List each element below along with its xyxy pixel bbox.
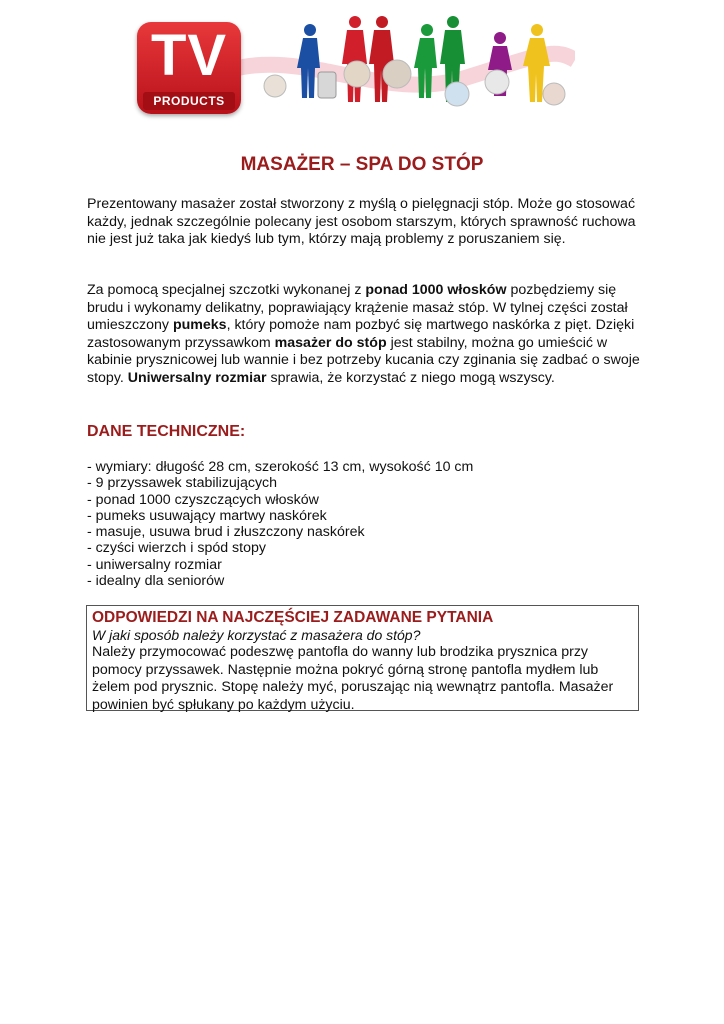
specs-heading: DANE TECHNICZNE:	[87, 423, 246, 440]
page-title: MASAŻER – SPA DO STÓP	[240, 154, 484, 175]
product-thumbnail-5	[445, 82, 469, 106]
desc-bold-3: masażer do stóp	[274, 334, 387, 351]
faq-question: W jaki sposób należy korzystać z masażera do stóp?	[92, 627, 421, 643]
people-silhouettes	[135, 8, 575, 118]
product-thumbnail-1	[264, 75, 286, 97]
intro-paragraph: Prezentowany masażer został stworzony z myślą o pielęgnacji stóp. Może go stosować każdy, jednak szczególnie polecany jest osobom starszym, których sprawność ruchowa nie jest już taka jak kiedyś lub tym, którzy mają problemy z poruszaniem się.	[87, 196, 636, 247]
person-red-silhouette	[342, 16, 367, 102]
desc-bold-4: Uniwersalny rozmiar	[127, 369, 267, 386]
logo-tv-text: TV	[150, 23, 228, 88]
desc-bold-2: pumeks	[172, 317, 227, 333]
person-red2-silhouette	[369, 16, 394, 102]
spec-item: - masuje, usuwa brud i złuszczony naskórek	[87, 524, 365, 541]
spec-item: - 9 przyssawek stabilizujących	[87, 475, 278, 492]
spec-item: - uniwersalny rozmiar	[87, 556, 222, 573]
spec-item: - ponad 1000 czyszczących włosków	[87, 491, 319, 508]
spec-item: - pumeks usuwający martwy naskórek	[87, 507, 327, 524]
product-thumbnail-4	[318, 72, 336, 98]
person-green-silhouette	[414, 24, 437, 98]
person-blue-silhouette	[297, 24, 320, 98]
desc-text-4: jest stabilny, można go umieścić w kabinie prysznicowej lub wannie i bez potrzeby kucania czy zginania się zadbać o swoje stopy.	[87, 334, 640, 386]
header-banner	[135, 8, 575, 118]
logo-products-text: PRODUCTS	[153, 94, 225, 108]
desc-text-3: , który pomoże nam pozbyć się martwego naskórka z pięt. Dzięki zastosowanym przyssawkom	[87, 317, 635, 351]
spec-item: - czyści wierzch i spód stopy	[87, 540, 266, 557]
product-thumbnail-2	[344, 61, 370, 87]
product-thumbnail-7	[543, 83, 565, 105]
faq-heading: ODPOWIEDZI NA NAJCZĘŚCIEJ ZADAWANE PYTANIA	[92, 609, 494, 626]
faq-box	[86, 605, 639, 711]
desc-text-5: sprawia, że korzystać z niego mogą wszyscy.	[266, 369, 555, 386]
specs-list	[87, 459, 473, 589]
faq-answer: Należy przymocować podeszwę pantofla do wanny lub brodzika prysznica przy pomocy przyssawek. Następnie można pokryć górną stronę pantofla mydłem lub żelem pod prysznic. Stopę należy myć, poruszając nią wewnątrz pantofla. Masażer powinien być spłukany po każdym użyciu.	[92, 644, 614, 713]
spec-item: - idealny dla seniorów	[87, 573, 225, 590]
desc-text-2: pozbędziemy się brudu i wykonamy delikatny, poprawiający krążenie masaż stóp. W tylnej części został umieszczony	[87, 282, 628, 333]
desc-text-1: Za pomocą specjalnej szczotki wykonanej z	[87, 282, 366, 298]
product-thumbnail-3	[383, 60, 411, 88]
desc-bold-1: ponad 1000 włosków	[365, 282, 507, 298]
description-paragraph	[87, 282, 642, 387]
spec-item: - wymiary: długość 28 cm, szerokość 13 cm, wysokość 10 cm	[87, 459, 474, 475]
product-thumbnail-6	[485, 70, 509, 94]
